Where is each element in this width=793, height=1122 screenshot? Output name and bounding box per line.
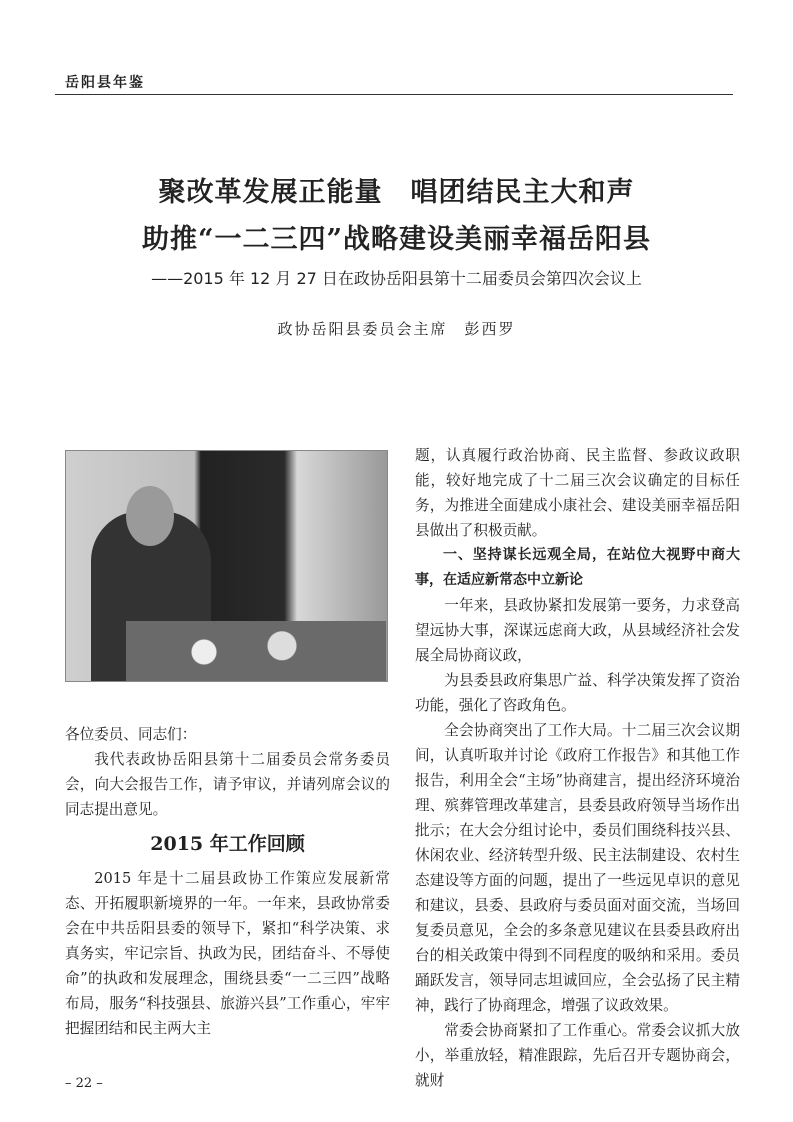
title-line-2: 助推“一二三四”战略建设美丽幸福岳阳县 — [141, 224, 652, 255]
page-number: – 22 – — [65, 1076, 103, 1091]
header-rule — [55, 94, 733, 95]
paragraph: 全会协商突出了工作大局。十二届三次会议期间，认真听取并讨论《政府工作报告》和其他工作报告，利用全会“主场”协商建言，提出经济环境治理、殡葬管理改革建言，县委县政府领导当场作出批示；在大会分组讨论中，委员们围绕科技兴县、休闲农业、经济转型升级、民主法制建设、农村生态建设等方面的问题，提出了一些远见卓识的意见和建议，县委、县政府与委员面对面交流，当场回复委员意见，全会的多条意见建议在县委县政府出台的相关政策中得到不同程度的吸纳和采用。委员踊跃发言，领导同志坦诚回应，全会弘扬了民主精神，践行了协商理念，增强了议政效果。 — [415, 722, 740, 1014]
review-paragraph: 2015 年是十二届县政协工作策应发展新常态、开拓履职新境界的一年。一年来，县政协常委会在中共岳阳县委的领导下，紧扣“科学决策、求真务实，牢记宗旨、执政为民，团结奋斗、不辱使命”的执政和发展理念，围绕县委“一二三四”战略布局，服务“科技强县、旅游兴县”工作重心，牢牢把握团结和民主两大主 — [65, 870, 390, 1037]
left-column — [65, 722, 390, 1041]
subsection-heading: 一、坚持谋长远观全局，在站位大视野中商大事，在适应新常态中立新论 — [415, 547, 740, 588]
paragraph: 为县委县政府集思广益、科学决策发挥了资治功能，强化了咨政角色。 — [415, 672, 740, 714]
paragraph: 常委会协商紧扣了工作重心。常委会议抓大放小，举重放轻，精准跟踪，先后召开专题协商会，就财 — [415, 1022, 740, 1089]
paragraph: 一年来，县政协紧扣发展第一要务，力求登高望远协大事，深谋远虑商大政，从县域经济社会发展全局协商议政， — [415, 597, 740, 664]
subtitle: ——2015 年 12 月 27 日在政协岳阳县第十二届委员会第四次会议上 — [151, 269, 642, 288]
title-line-1: 聚改革发展正能量 唱团结民主大和声 — [158, 177, 635, 208]
speaker-photo — [65, 450, 388, 682]
photo-head — [126, 486, 174, 546]
section-heading: 2015 年工作回顾 — [150, 833, 305, 855]
greeting: 各位委员、同志们： — [65, 726, 197, 743]
photo-flowers — [126, 621, 386, 682]
running-header: 岳阳县年鉴 — [65, 75, 145, 91]
intro-paragraph: 我代表政协岳阳县第十二届委员会常务委员会，向大会报告工作，请予审议，并请列席会议的同志提出意见。 — [65, 751, 390, 818]
author: 政协岳阳县委员会主席 彭西罗 — [277, 320, 516, 338]
continued-paragraph: 题，认真履行政治协商、民主监督、参政议政职能，较好地完成了十二届三次会议确定的目标任务，为推进全面建成小康社会、建设美丽幸福岳阳县做出了积极贡献。 — [415, 447, 740, 539]
right-column — [415, 443, 740, 1093]
